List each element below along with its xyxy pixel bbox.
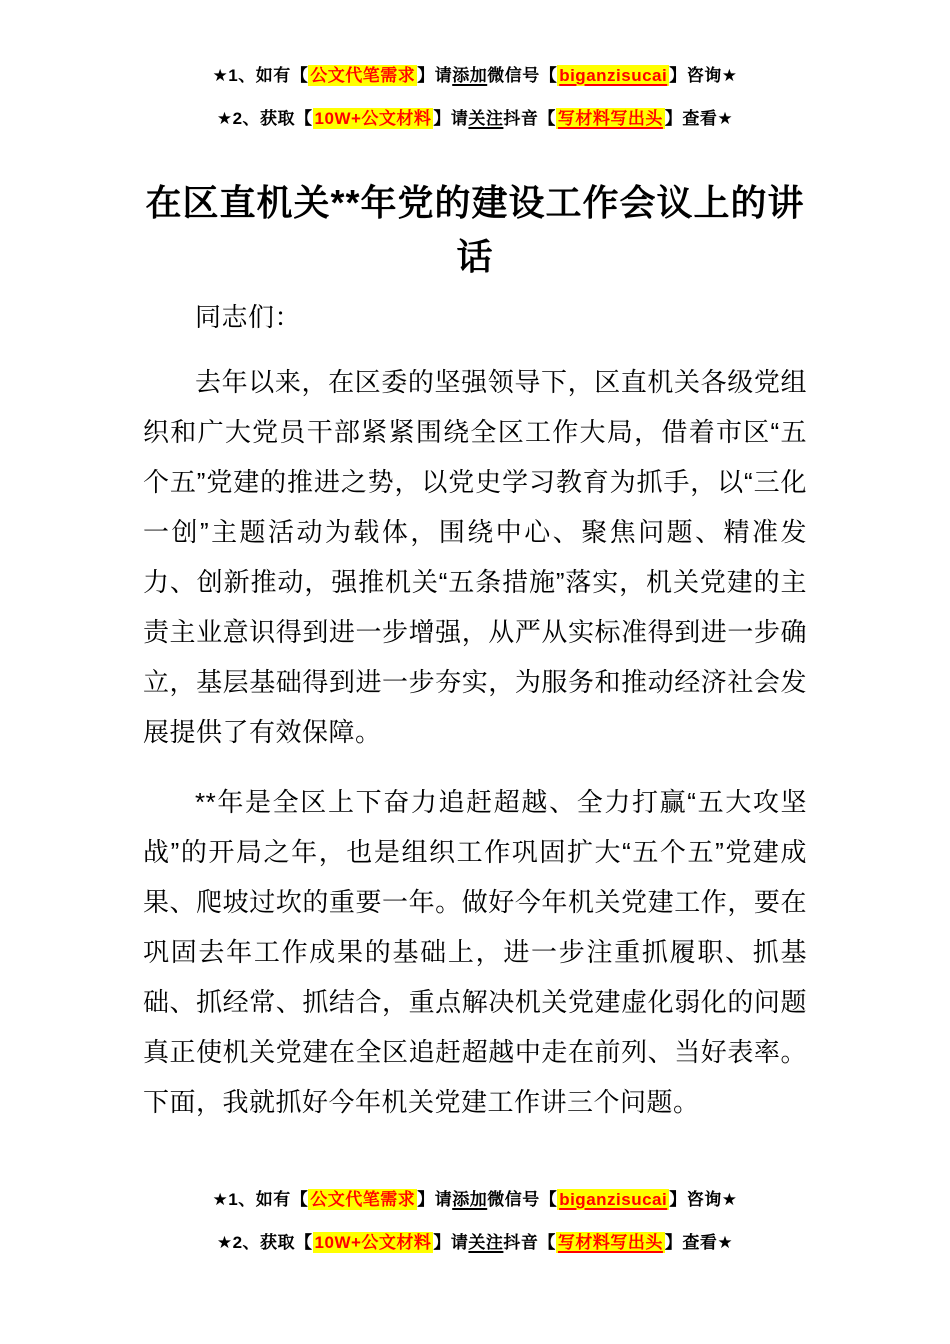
promo-wechat-id: biganzisucai bbox=[559, 1190, 668, 1209]
promo-text-suffix: 】查看★ bbox=[664, 109, 734, 128]
promo-douyin-name: 写材料写出头 bbox=[557, 109, 663, 128]
promo-underline-add: 添加 bbox=[452, 66, 488, 85]
promo-banner-top bbox=[0, 54, 950, 140]
promo-line-1 bbox=[0, 54, 950, 97]
promo-text-suffix: 】查看★ bbox=[664, 1233, 734, 1252]
promo-text-suffix: 】咨询★ bbox=[669, 66, 738, 85]
promo-underline-add: 添加 bbox=[452, 1190, 488, 1209]
promo-line-1 bbox=[0, 1178, 950, 1221]
promo-text-bracket: 】请 bbox=[433, 109, 469, 128]
document-title: 在区直机关**年党的建设工作会议上的讲话 bbox=[145, 182, 805, 277]
promo-highlight-service: 公文代笔需求 bbox=[310, 66, 416, 85]
salutation: 同志们： bbox=[195, 302, 302, 332]
promo-text-bracket: 】请 bbox=[433, 1233, 469, 1252]
promo-underline-follow: 关注 bbox=[468, 1233, 504, 1252]
promo-text-bracket: 】请 bbox=[417, 66, 453, 85]
promo-text-mid: 抖音【 bbox=[503, 109, 556, 128]
promo-text-mid: 微信号【 bbox=[487, 66, 558, 85]
promo-text-mid: 抖音【 bbox=[503, 1233, 556, 1252]
promo-text-prefix: ★1、如有【 bbox=[212, 66, 309, 85]
paragraph-2: **年是全区上下奋力追赶超越、全力打赢“五大攻坚战”的开局之年，也是组织工作巩固扩大“五个五”党建成果、爬坡过坎的重要一年。做好今年机关党建工作，要在巩固去年工作成果的基础上，进一步注重抓履职、抓基础、抓经常、抓结合，重点解决机关党建虚化弱化的问题真正使机关党建在全区追赶超越中走在前列、当好表率。下面，我就抓好今年机关党建工作讲三个问题。 bbox=[143, 787, 807, 1117]
promo-wechat-id: biganzisucai bbox=[559, 66, 668, 85]
promo-text-mid: 微信号【 bbox=[487, 1190, 558, 1209]
promo-douyin-name: 写材料写出头 bbox=[557, 1233, 663, 1252]
promo-highlight-material: 10W+公文材料 bbox=[314, 109, 432, 128]
promo-text-prefix: ★2、获取【 bbox=[216, 109, 313, 128]
promo-line-2 bbox=[0, 1221, 950, 1264]
promo-text-bracket: 】请 bbox=[417, 1190, 453, 1209]
document-body bbox=[143, 292, 807, 1127]
paragraph-1: 去年以来，在区委的坚强领导下，区直机关各级党组织和广大党员干部紧紧围绕全区工作大局，借着市区“五个五”党建的推进之势，以党史学习教育为抓手，以“三化一创”主题活动为载体，围绕中心、聚焦问题、精准发力、创新推动，强推机关“五条措施”落实，机关党建的主责主业意识得到进一步增强，从严从实标准得到进一步确立，基层基础得到进一步夯实，为服务和推动经济社会发展提供了有效保障。 bbox=[143, 367, 807, 747]
promo-text-suffix: 】咨询★ bbox=[669, 1190, 738, 1209]
promo-highlight-service: 公文代笔需求 bbox=[310, 1190, 416, 1209]
promo-highlight-material: 10W+公文材料 bbox=[314, 1233, 432, 1252]
promo-underline-follow: 关注 bbox=[468, 109, 504, 128]
promo-text-prefix: ★1、如有【 bbox=[212, 1190, 309, 1209]
promo-banner-bottom bbox=[0, 1178, 950, 1264]
promo-line-2 bbox=[0, 97, 950, 140]
promo-text-prefix: ★2、获取【 bbox=[216, 1233, 313, 1252]
